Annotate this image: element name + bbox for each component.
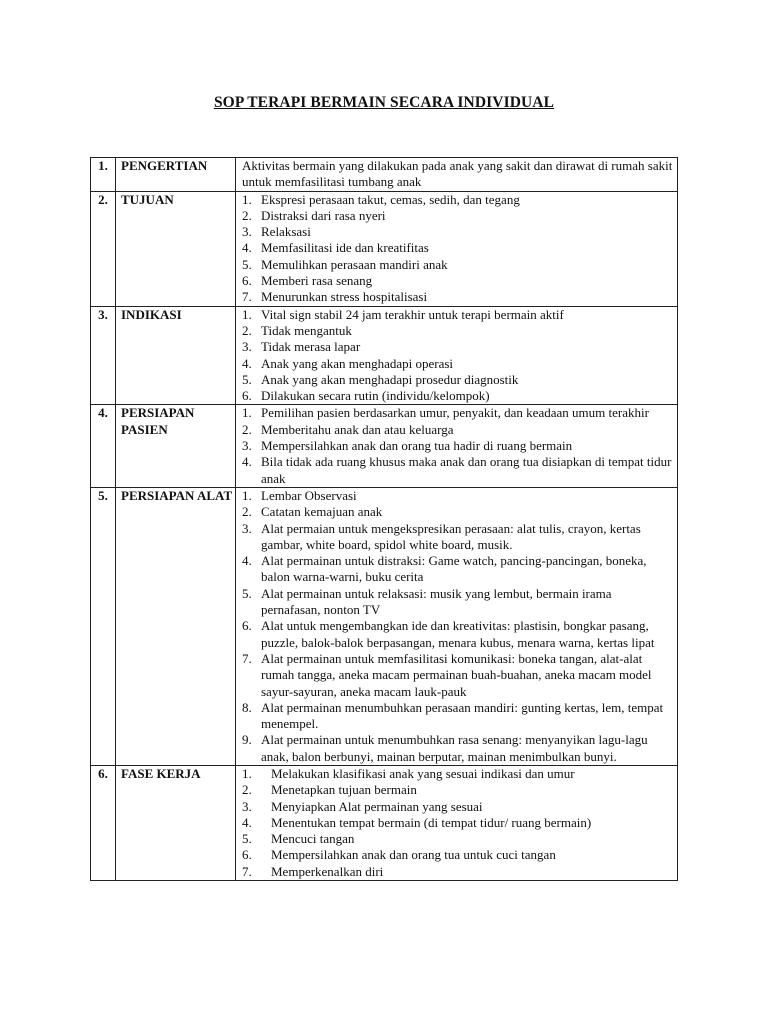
list-item [239,618,673,651]
list-item-text: Alat permainan untuk distraksi: Game watch, pancing-pancingan, boneka, balon warna-warni, buku cerita [261,553,647,585]
list-item-number: 1. [242,191,252,207]
list-item [239,289,673,305]
list-item-text: Memperkenalkan diri [271,863,384,879]
list-item [239,372,673,388]
list-item-text: Menetapkan tujuan bermain [271,782,417,798]
list-item [239,307,673,323]
list-item-text: Menyiapkan Alat permainan yang sesuai [271,798,483,814]
list-item [239,192,673,208]
row-number: 3. [91,306,116,405]
list-item-text: Dilakukan secara rutin (individu/kelompok) [261,388,490,404]
list-item-number: 4. [242,240,252,256]
list-item [239,454,673,487]
list-item [239,521,673,554]
list-item-text: Alat permainan untuk relaksasi: musik yang lembut, bermain irama pernafasan, nonton TV [261,585,612,618]
list-item-number: 9. [242,732,252,748]
list-item-text: Mencuci tangan [271,831,355,847]
list-item-text: Mempersilahkan anak dan orang tua hadir di ruang bermain [261,438,573,454]
list-item-text: Tidak mengantuk [261,322,352,338]
list-item-number: 6. [242,273,252,289]
list-item [239,553,673,586]
list-item-number: 6. [242,847,252,863]
list-item-number: 8. [242,699,252,715]
list-item-text: Alat permainan untuk menumbuhkan rasa senang: menyanyikan lagu-lagu anak, balon berbunyi, mainan berputar, mainan menimbulkan bunyi. [261,732,648,764]
list-item-number: 4. [242,553,252,569]
list-item [239,864,673,880]
list-item-text: Memulihkan perasaan mandiri anak [261,256,448,272]
list-item-number: 5. [242,831,252,847]
list-item-text: Anak yang akan menghadapi operasi [261,355,454,371]
list-item-number: 2. [242,421,252,437]
list-item [239,257,673,273]
list-item [239,700,673,733]
list-item-number: 6. [242,618,252,634]
row-label: PERSIAPAN ALAT [116,487,236,765]
list-item [239,815,673,831]
list-item-text: Catatan kemajuan anak [261,504,383,520]
list-item-text: Lembar Observasi [261,487,357,503]
list-item-number: 5. [242,585,252,601]
list-item [239,831,673,847]
list-item-text: Distraksi dari rasa nyeri [261,207,386,223]
list-item-number: 7. [242,650,252,666]
row-number: 2. [91,191,116,306]
list-item-number: 3. [242,520,252,536]
list-item-number: 3. [242,798,252,814]
list-item [239,356,673,372]
list-item-number: 3. [242,339,252,355]
list-item-number: 4. [242,454,252,470]
row-number: 5. [91,487,116,765]
row-label: PENGERTIAN [116,158,236,192]
list-item-text: Anak yang akan menghadapi prosedur diagnostik [261,371,519,387]
numbered-list [239,192,673,306]
list-item-text: Vital sign stabil 24 jam terakhir untuk terapi bermain aktif [261,306,564,322]
list-item-number: 2. [242,782,252,798]
list-item [239,224,673,240]
list-item-number: 2. [242,207,252,223]
row-content [236,765,678,880]
row-label: FASE KERJA [116,765,236,880]
row-number: 6. [91,765,116,880]
list-item [239,422,673,438]
numbered-list [239,405,673,486]
list-item-number: 3. [242,438,252,454]
row-content [236,405,678,487]
list-item [239,388,673,404]
table-row [91,405,678,487]
table-row [91,191,678,306]
list-item [239,586,673,619]
list-item-number: 1. [242,487,252,503]
list-item [239,782,673,798]
list-item-text: Menurunkan stress hospitalisasi [261,289,428,305]
list-item-number: 2. [242,504,252,520]
list-item-text: Alat permainan untuk memfasilitasi komunikasi: boneka tangan, alat-alat rumah tangga, aneka macam permainan buah-buahan, aneka macam model sayur-sayuran, aneka macam lauk-pauk [261,650,652,699]
list-item [239,799,673,815]
list-item-number: 5. [242,256,252,272]
list-item [239,323,673,339]
numbered-list [239,488,673,765]
definition-text: Aktivitas bermain yang dilakukan pada anak yang sakit dan dirawat di rumah sakit untuk memfasilitasi tumbang anak [242,158,673,190]
table-row [91,487,678,765]
row-number: 1. [91,158,116,192]
list-item-text: Memfasilitasi ide dan kreatifitas [261,240,429,256]
list-item-number: 1. [242,306,252,322]
list-item-text: Alat permainan menumbuhkan perasaan mandiri: gunting kertas, lem, tempat menempel. [261,699,664,732]
list-item [239,208,673,224]
list-item [239,732,673,765]
table-row [91,306,678,405]
list-item [239,504,673,520]
list-item-number: 4. [242,814,252,830]
list-item-number: 7. [242,863,252,879]
row-number: 4. [91,405,116,487]
list-item-number: 4. [242,355,252,371]
list-item [239,240,673,256]
row-label: INDIKASI [116,306,236,405]
list-item-number: 1. [242,765,252,781]
list-item-text: Relaksasi [261,224,311,240]
list-item-text: Melakukan klasifikasi anak yang sesuai indikasi dan umur [271,765,575,781]
list-item-number: 6. [242,388,252,404]
list-item [239,651,673,700]
table-row [91,158,678,192]
row-content [236,191,678,306]
page-title: SOP TERAPI BERMAIN SECARA INDIVIDUAL [213,94,555,111]
list-item [239,488,673,504]
list-item-text: Pemilihan pasien berdasarkan umur, penyakit, dan keadaan umum terakhir [261,405,649,421]
row-content [236,306,678,405]
list-item-text: Ekspresi perasaan takut, cemas, sedih, dan tegang [261,191,520,207]
table-row [91,765,678,880]
list-item [239,273,673,289]
list-item-text: Memberitahu anak dan atau keluarga [261,421,454,437]
list-item-number: 1. [242,405,252,421]
sop-table [90,157,678,881]
row-content [236,158,678,192]
row-content [236,487,678,765]
numbered-list [239,307,673,405]
list-item-number: 3. [242,224,252,240]
list-item-text: Menentukan tempat bermain (di tempat tidur/ ruang bermain) [271,814,592,830]
row-label: PERSIAPAN PASIEN [116,405,236,487]
numbered-list [239,766,673,880]
list-item-number: 2. [242,322,252,338]
list-item-number: 7. [242,289,252,305]
list-item [239,339,673,355]
list-item [239,405,673,421]
list-item-text: Bila tidak ada ruang khusus maka anak dan orang tua disiapkan di tempat tidur anak [261,454,672,486]
list-item-text: Alat permaian untuk mengekspresikan perasaan: alat tulis, crayon, kertas gambar, white board, spidol white board, musik. [261,520,641,552]
list-item [239,766,673,782]
list-item-text: Mempersilahkan anak dan orang tua untuk cuci tangan [271,847,556,863]
row-label: TUJUAN [116,191,236,306]
list-item [239,847,673,863]
list-item-number: 5. [242,371,252,387]
list-item-text: Tidak merasa lapar [261,339,361,355]
list-item [239,438,673,454]
list-item-text: Memberi rasa senang [261,273,373,289]
list-item-text: Alat untuk mengembangkan ide dan kreativitas: plastisin, bongkar pasang, puzzle, balok-balok berpasangan, menara kubus, menara warna, kertas lipat [261,618,655,650]
